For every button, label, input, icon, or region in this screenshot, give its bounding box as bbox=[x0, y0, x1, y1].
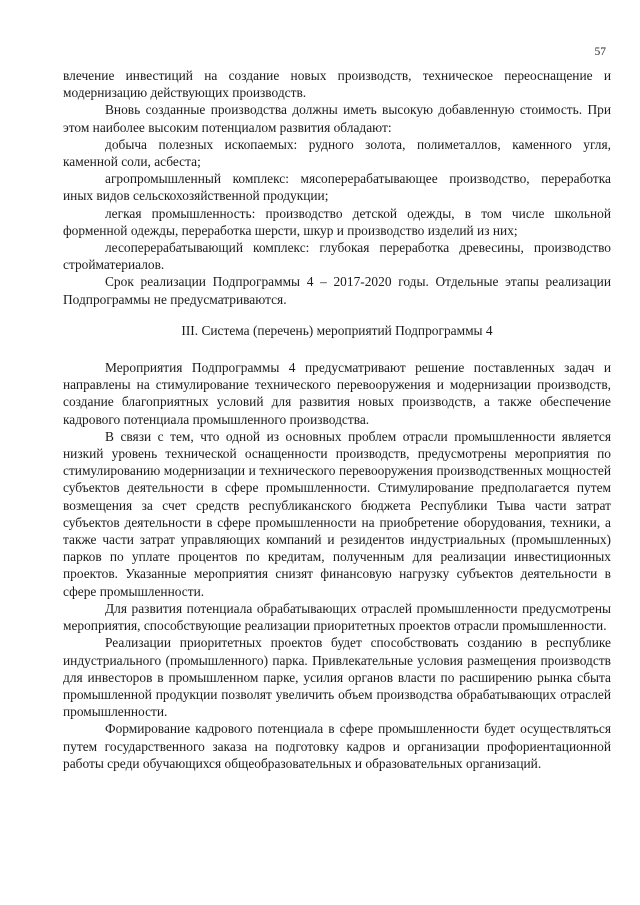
paragraph: лесоперерабатывающий комплекс: глубокая переработка древесины, производство стройматериалов. bbox=[63, 240, 611, 273]
paragraph: Срок реализации Подпрограммы 4 – 2017-2020 годы. Отдельные этапы реализации Подпрограммы не предусматриваются. bbox=[63, 274, 611, 307]
paragraph: Реализации приоритетных проектов будет способствовать созданию в республике индустриального (промышленного) парка. Привлекательные условия размещения производств для инвесторов в промышленном парке, усилия органов власти по расширению рынка сбыта промышленной продукции позволят увеличить объем производства обрабатывающих отраслей промышленности. bbox=[63, 635, 611, 720]
paragraph: В связи с тем, что одной из основных проблем отрасли промышленности является низкий уровень технической оснащенности производств, предусмотрены мероприятия по стимулированию модернизации и технического перевооружения производственных мощностей субъектов деятельности в сфере промышленности. Стимулирование предполагается путем возмещения за счет средств республиканского бюджета Республики Тыва части затрат субъектов деятельности в сфере промышленности на приобретение оборудования, техники, а также части затрат управляющих компаний и резидентов индустриальных (промышленных) парков по уплате процентов по кредитам, полученным для реализации инвестиционных проектов. Указанные мероприятия снизят финансовую нагрузку субъектов деятельности в сфере промышленности. bbox=[63, 428, 611, 599]
paragraph: Формирование кадрового потенциала в сфере промышленности будет осуществляться путем государственного заказа на подготовку кадров и организации профориентационной работы среди обучающихся общеобразовательных и образовательных организаций. bbox=[63, 721, 611, 771]
document-body bbox=[63, 67, 611, 772]
section-heading: III. Система (перечень) мероприятий Подпрограммы 4 bbox=[181, 322, 493, 338]
text-block-after-heading bbox=[63, 359, 611, 772]
paragraph: агропромышленный комплекс: мясоперерабатывающее производство, переработка иных видов сельскохозяйственной продукции; bbox=[63, 171, 611, 204]
paragraph: добыча полезных ископаемых: рудного золота, полиметаллов, каменного угля, каменной соли, асбеста; bbox=[63, 136, 611, 170]
paragraph: влечение инвестиций на создание новых производств, техническое переоснащение и модернизацию действующих производств. bbox=[63, 68, 611, 101]
text-block-before-heading bbox=[63, 67, 611, 308]
paragraph: Вновь созданные производства должны иметь высокую добавленную стоимость. При этом наиболее высоким потенциалом развития обладают: bbox=[63, 102, 611, 135]
page-number: 57 bbox=[594, 46, 606, 58]
paragraph: легкая промышленность: производство детской одежды, в том числе школьной форменной одежды, переработка шерсти, шкур и производство изделий из них; bbox=[63, 205, 611, 238]
paragraph: Для развития потенциала обрабатывающих отраслей промышленности предусмотрены мероприятия, способствующие реализации приоритетных проектов отрасли промышленности. bbox=[63, 600, 611, 634]
paragraph: Мероприятия Подпрограммы 4 предусматривают решение поставленных задач и направлены на стимулирование технического перевооружения и модернизации производств, создание благоприятных условий для развития новых производств, а также обеспечение кадрового потенциала промышленного производства. bbox=[63, 360, 611, 427]
